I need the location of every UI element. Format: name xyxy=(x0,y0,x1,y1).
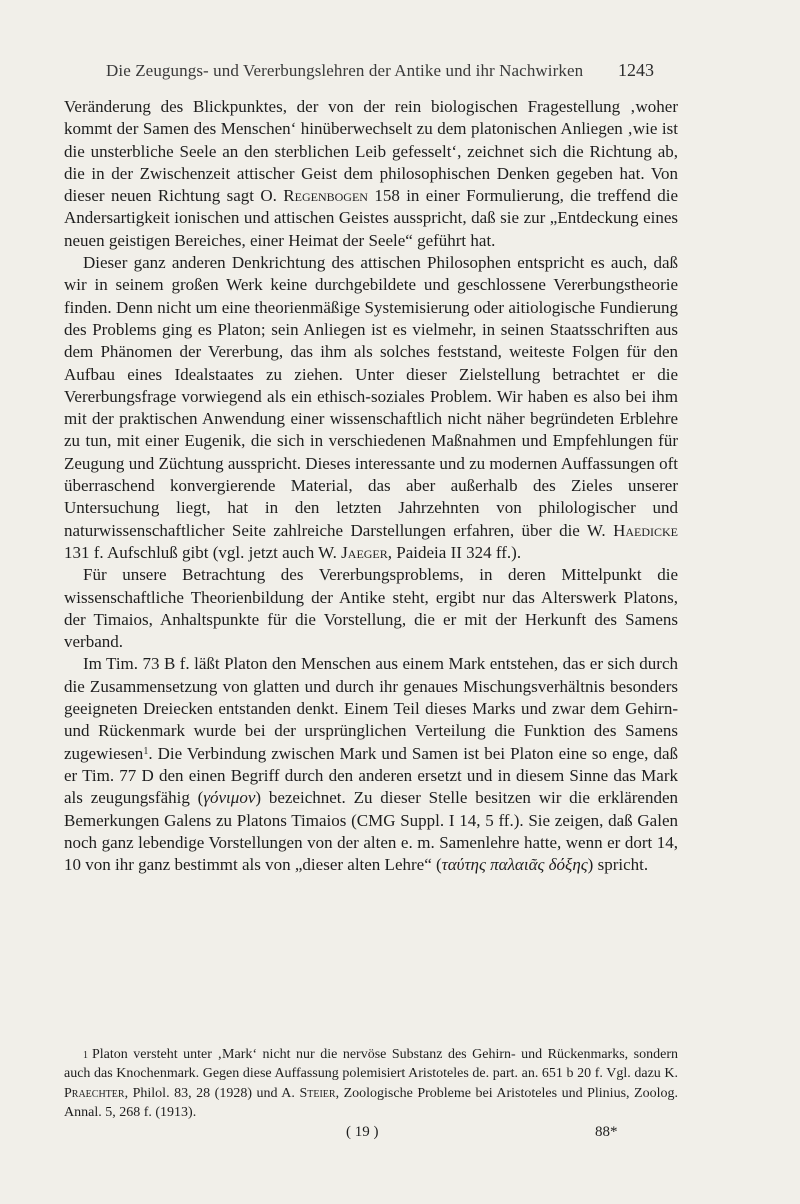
author-name: Regenbogen xyxy=(283,186,368,206)
text-run: Veränderung des Blickpunktes, der von der rein biologischen Fragestellung ‚woher kommt der Samen des Menschen‘ hinüberwechselt zu dem platonischen Anliegen ‚wie ist die unsterbliche Seele an den sterblichen Leib gefesselt‘, zeichnet sich die Richtung ab, die in der Zwischenzeit attischer Geist dem philosophischen Denken gegeben hat. Von dieser neuen Richtung sagt O. xyxy=(64,97,678,206)
author-name: Jaeger xyxy=(341,542,388,562)
text-run: 131 f. Aufschluß gibt (vgl. jetzt auch W. xyxy=(64,542,342,562)
text-run: , Philol. 83, 28 (1928) und A. xyxy=(124,1085,300,1101)
text-run: Platon versteht unter ‚Mark‘ nicht nur die nervöse Substanz des Gehirn- und Rückenmarks, sondern auch das Knochenmark. Gegen diese Auffassung polemisiert Aristoteles de. part. an. 651 b 20 f. Vgl. dazu K. xyxy=(64,1047,678,1082)
text-run: ) spricht. xyxy=(587,855,649,875)
paragraph-3: Für unsere Betrachtung des Vererbungsproblems, in deren Mittelpunkt die wissenschaftliche Theorienbildung der Antike steht, ergibt nur das Alterswerk Platons, der Timaios, Anhaltspunkte für die Vorstellung, die er mit der Herkunft des Samens verband. xyxy=(64,565,678,652)
text-run: , Paideia II 324 ff.). xyxy=(387,542,522,562)
text-run: 158 in einer Formulierung, die treffend die Andersartigkeit ionischen und attischen Geistes ausspricht, daß sie zur „Entdeckung eines neuen geistigen Bereiches, einer Heimat der Seele“ geführt hat. xyxy=(64,186,678,250)
footnote-reference[interactable]: 1 xyxy=(143,745,149,757)
footnote-mark: 1 xyxy=(83,1050,88,1061)
page-footer xyxy=(0,1124,800,1148)
greek-term: γόνιμον xyxy=(203,788,256,808)
text-run: ) bezeichnet. Zu dieser Stelle besitzen wir die erklärenden Bemerkungen Galens zu Platons Timaios (CMG Suppl. I 14, 5 ff.). Sie zeigen, daß Galen noch ganz lebendige Vorstellungen von der alten e. m. Samenlehre hatte, wenn er dort 14, 10 von ihr ganz bestimmt als von „dieser alten Lehre“ ( xyxy=(64,788,678,875)
text-run: Dieser ganz anderen Denkrichtung des attischen Philosophen entspricht es auch, daß wir in seinem großen Werk keine durchgebildete und geschlossene Vererbungstheorie finden. Denn nicht um eine theorienmäßige Systemisierung oder aitiologische Fundierung des Problems ging es Platon; sein Anliegen ist es vielmehr, in seinen Staatsschriften aus dem Phänomen der Vererbung, das ihm als solches feststand, weiteste Folgen für den Aufbau eines Idealstaates zu ziehen. Unter dieser Zielstellung betrachtet er die Vererbungsfrage vorwiegend als ein ethisch-soziales Problem. Wir haben es also bei ihm mit der praktischen Anwendung einer wissenschaftlich nicht näher begründeten Erblehre zu tun, mit einer Eugenik, die sich in verschiedenen Maßnahmen und Empfehlungen für Zeugung und Züchtung ausspricht. Dieses interessante und zu modernen Auffassungen oft überraschend konvergierende Material, das aber außerhalb des Zieles unserer Untersuchung liegt, hat in den letzten Jahrzehnten von philologischer und naturwissenschaftlicher Seite zahlreiche Darstellungen erfahren, über die W. xyxy=(64,253,678,540)
page-number: 1243 xyxy=(618,60,654,80)
running-header xyxy=(0,61,800,89)
running-title: Die Zeugungs- und Vererbungslehren der Antike und ihr Nachwirken xyxy=(106,61,584,80)
paragraph-1 xyxy=(64,96,678,252)
footnote-text xyxy=(64,1045,678,1123)
text-run: Im Tim. 73 B f. läßt Platon den Menschen aus einem Mark entstehen, das er sich durch die Zusammensetzung von glatten und durch ihr genaues Mischungsverhältnis besonders geeigneten Dreiecken entstanden denkt. Einem Teil dieses Marks und zwar dem Gehirn- und Rückenmark wurde bei der ursprünglichen Verteilung die Funktion des Samens zugewiesen xyxy=(64,654,678,763)
author-name: Haedicke xyxy=(613,520,678,540)
greek-term: ταύτης παλαιᾶς δόξης xyxy=(441,855,588,875)
signature-mark: ( 19 ) xyxy=(346,1124,379,1140)
paragraph-4 xyxy=(64,653,678,876)
page-mark: 88* xyxy=(595,1124,618,1140)
footnote xyxy=(64,1045,678,1123)
paragraph-2 xyxy=(64,252,678,564)
author-name: Steier xyxy=(299,1085,336,1101)
body-text xyxy=(64,96,678,876)
text-run: , Zoologische Probleme bei Aristoteles und Plinius, Zoolog. Annal. 5, 268 f. (1913). xyxy=(64,1085,678,1121)
author-name: Praechter xyxy=(64,1085,125,1101)
text-run: . Die Verbindung zwischen Mark und Samen ist bei Platon eine so enge, daß er Tim. 77 D den einen Begriff durch den anderen ersetzt und in diesem Sinne das Mark als zeugungsfähig ( xyxy=(64,743,678,808)
